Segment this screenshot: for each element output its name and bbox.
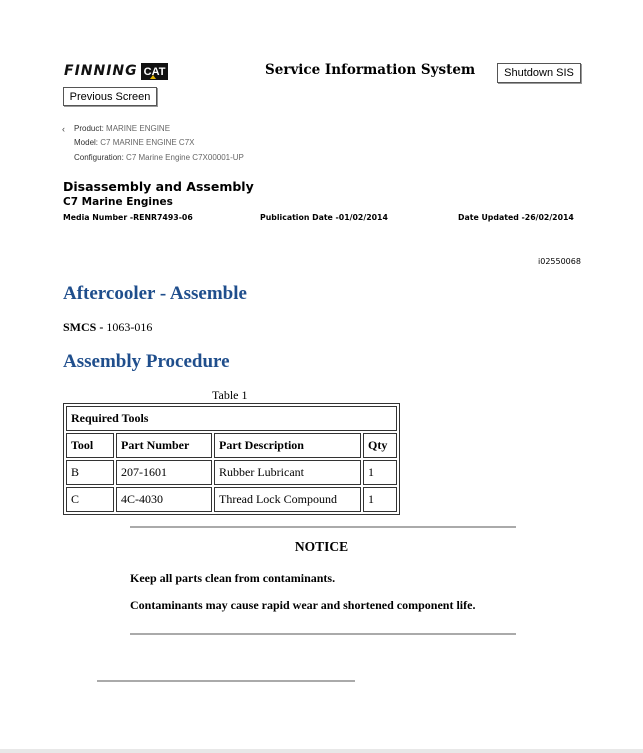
qty-cell: 1 <box>363 487 397 512</box>
page-header-title: Service Information System <box>265 62 476 78</box>
configuration-label: Configuration: <box>74 153 124 162</box>
breadcrumb-configuration <box>74 153 244 162</box>
finning-cat-logo <box>64 60 168 82</box>
smcs-value: 1063-016 <box>106 320 153 334</box>
part-description-cell: Rubber Lubricant <box>214 460 361 485</box>
notice-line-2: Contaminants may cause rapid wear and shortened component life. <box>130 598 476 612</box>
smcs-label: SMCS - <box>63 320 104 334</box>
bottom-edge <box>0 749 643 753</box>
document-id: i02550068 <box>538 257 581 266</box>
publication-date: Publication Date -01/02/2014 <box>260 213 388 222</box>
page-title: Aftercooler - Assemble <box>63 283 247 304</box>
model-value: C7 MARINE ENGINE C7X <box>100 138 195 147</box>
previous-screen-button[interactable]: Previous Screen <box>63 87 157 106</box>
part-number-cell: 4C-4030 <box>116 487 212 512</box>
part-description-cell: Thread Lock Compound <box>214 487 361 512</box>
configuration-value: C7 Marine Engine C7X00001-UP <box>126 153 244 162</box>
cat-badge: CAT <box>141 63 169 80</box>
table-header-row <box>66 433 397 458</box>
breadcrumb-product <box>74 124 170 133</box>
column-header-part-number: Part Number <box>116 433 212 458</box>
chevron-left-icon[interactable]: ‹ <box>62 124 65 134</box>
notice-line-1: Keep all parts clean from contaminants. <box>130 571 336 585</box>
tool-cell: B <box>66 460 114 485</box>
tool-cell: C <box>66 487 114 512</box>
document-subheading: C7 Marine Engines <box>63 196 173 208</box>
table-group-header: Required Tools <box>66 406 397 431</box>
column-header-part-description: Part Description <box>214 433 361 458</box>
document-heading: Disassembly and Assembly <box>63 179 254 194</box>
qty-cell: 1 <box>363 460 397 485</box>
table-row <box>66 460 397 485</box>
column-header-qty: Qty <box>363 433 397 458</box>
section-heading: Assembly Procedure <box>63 351 230 372</box>
product-value: MARINE ENGINE <box>106 124 171 133</box>
model-label: Model: <box>74 138 99 147</box>
smcs-code <box>63 320 152 335</box>
notice-title: NOTICE <box>294 539 349 554</box>
date-updated: Date Updated -26/02/2014 <box>458 213 574 222</box>
table-caption: Table 1 <box>212 388 248 402</box>
logo-text: FINNING <box>64 63 138 79</box>
notice-bottom-divider <box>130 633 516 635</box>
required-tools-table <box>63 403 400 515</box>
table-row <box>66 487 397 512</box>
column-header-tool: Tool <box>66 433 114 458</box>
shutdown-sis-button[interactable]: Shutdown SIS <box>497 63 581 83</box>
media-number: Media Number -RENR7493-06 <box>63 213 193 222</box>
breadcrumb-model <box>74 138 195 147</box>
section-divider <box>97 680 355 682</box>
product-label: Product: <box>74 124 104 133</box>
part-number-cell: 207-1601 <box>116 460 212 485</box>
notice-top-divider <box>130 526 516 528</box>
